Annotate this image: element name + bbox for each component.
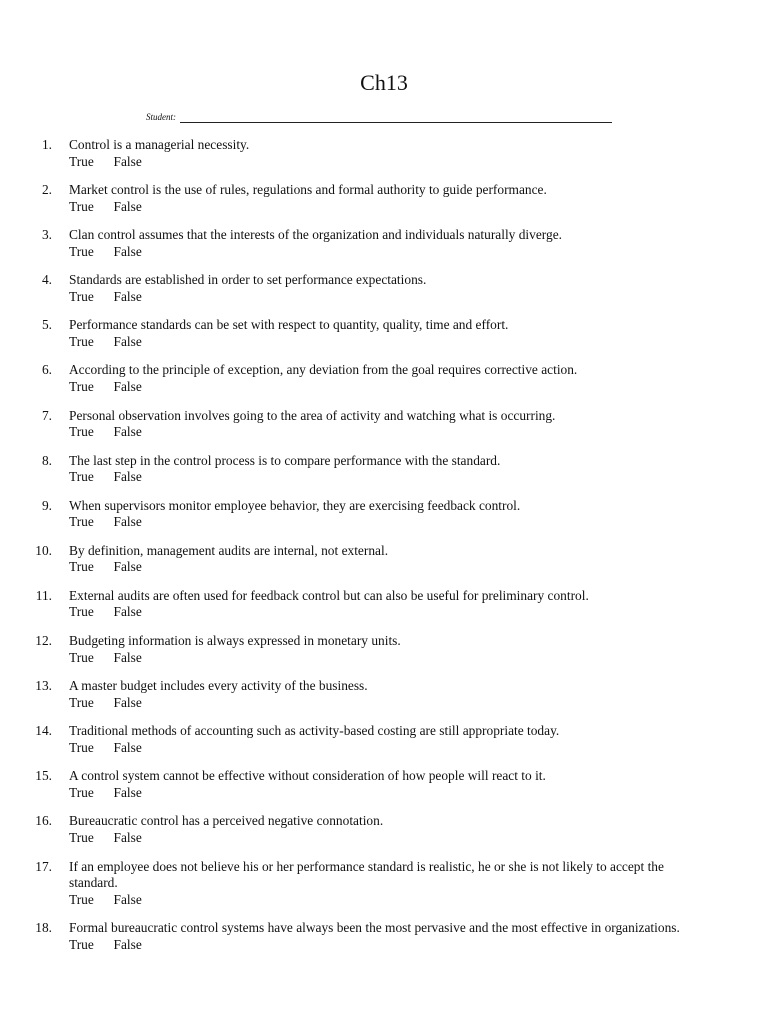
- option-true[interactable]: True: [69, 153, 94, 169]
- student-label: Student:: [146, 112, 176, 122]
- option-false[interactable]: False: [113, 604, 142, 620]
- option-true[interactable]: True: [69, 891, 94, 907]
- question-item: [0, 768, 768, 801]
- question-number: 1.: [41, 137, 52, 152]
- option-false[interactable]: False: [113, 936, 142, 952]
- option-true[interactable]: True: [69, 694, 94, 710]
- option-true[interactable]: True: [69, 559, 94, 575]
- question-number: 13.: [35, 678, 52, 694]
- option-false[interactable]: False: [113, 153, 142, 169]
- option-false[interactable]: False: [113, 243, 142, 259]
- option-true[interactable]: True: [69, 649, 94, 665]
- option-false[interactable]: False: [113, 559, 142, 575]
- option-true[interactable]: True: [69, 424, 94, 440]
- question-item: [0, 227, 768, 260]
- question-text: External audits are often used for feedback control but can also be useful for preliminary control.: [69, 587, 589, 603]
- option-false[interactable]: False: [113, 378, 142, 394]
- question-item: [0, 317, 768, 350]
- student-field: [146, 111, 612, 123]
- question-text: Bureaucratic control has a perceived negative connotation.: [69, 813, 384, 829]
- option-true[interactable]: True: [69, 288, 94, 304]
- question-item: [0, 633, 768, 666]
- answer-options: [69, 785, 709, 802]
- question-number: 15.: [35, 768, 52, 784]
- option-false[interactable]: False: [113, 424, 142, 440]
- question-text: Standards are established in order to set performance expectations.: [69, 272, 427, 288]
- option-false[interactable]: False: [113, 694, 142, 710]
- question-number: 17.: [35, 858, 52, 874]
- question-text: Performance standards can be set with respect to quantity, quality, time and effort.: [69, 317, 509, 333]
- answer-options: [69, 289, 709, 306]
- option-true[interactable]: True: [69, 936, 94, 952]
- option-true[interactable]: True: [69, 243, 94, 259]
- option-true[interactable]: True: [69, 469, 94, 485]
- answer-options: [69, 830, 709, 847]
- question-number: 6.: [41, 362, 52, 378]
- student-name-line[interactable]: [180, 113, 612, 123]
- question-number: 4.: [41, 272, 52, 288]
- option-true[interactable]: True: [69, 829, 94, 845]
- option-true[interactable]: True: [69, 378, 94, 394]
- question-text: The last step in the control process is to compare performance with the standard.: [69, 452, 501, 468]
- question-item: [0, 408, 768, 441]
- question-number: 11.: [35, 587, 52, 603]
- question-number: 9.: [41, 497, 52, 513]
- answer-options: [69, 892, 709, 909]
- question-text: Budgeting information is always expressed in monetary units.: [69, 633, 401, 649]
- question-item: [0, 920, 768, 953]
- answer-options: [69, 244, 709, 261]
- answer-options: [69, 154, 709, 171]
- option-true[interactable]: True: [69, 333, 94, 349]
- question-item: [0, 543, 768, 576]
- answer-options: [69, 379, 709, 396]
- question-item: [0, 588, 768, 621]
- answer-options: [69, 334, 709, 351]
- option-false[interactable]: False: [113, 469, 142, 485]
- question-text: Control is a managerial necessity.: [69, 137, 250, 152]
- question-number: 10.: [35, 542, 52, 558]
- question-number: 14.: [35, 723, 52, 739]
- question-number: 5.: [41, 317, 52, 333]
- question-number: 12.: [35, 633, 52, 649]
- question-text: When supervisors monitor employee behavior, they are exercising feedback control.: [69, 497, 521, 513]
- answer-options: [69, 937, 709, 954]
- option-false[interactable]: False: [113, 514, 142, 530]
- option-false[interactable]: False: [113, 829, 142, 845]
- question-text: A master budget includes every activity of the business.: [69, 678, 368, 694]
- question-item: [0, 813, 768, 846]
- question-item: [0, 182, 768, 215]
- answer-options: [69, 604, 709, 621]
- question-text: Formal bureaucratic control systems have always been the most pervasive and the most effective in organizations.: [69, 920, 680, 936]
- option-true[interactable]: True: [69, 739, 94, 755]
- question-number: 7.: [41, 407, 52, 423]
- option-false[interactable]: False: [113, 649, 142, 665]
- question-item: [0, 723, 768, 756]
- question-item: [0, 453, 768, 486]
- question-text: If an employee does not believe his or her performance standard is realistic, he or she is not likely to accept the standard.: [69, 858, 664, 890]
- option-false[interactable]: False: [113, 198, 142, 214]
- option-false[interactable]: False: [113, 288, 142, 304]
- question-text: According to the principle of exception, any deviation from the goal requires corrective action.: [69, 362, 578, 378]
- question-item: [0, 678, 768, 711]
- option-false[interactable]: False: [113, 784, 142, 800]
- question-item: [0, 362, 768, 395]
- question-number: 3.: [41, 227, 52, 243]
- option-true[interactable]: True: [69, 198, 94, 214]
- answer-options: [69, 695, 709, 712]
- answer-options: [69, 650, 709, 667]
- question-item: [0, 498, 768, 531]
- question-item: [0, 859, 768, 909]
- option-false[interactable]: False: [113, 739, 142, 755]
- question-list: [0, 137, 768, 965]
- question-text: Clan control assumes that the interests of the organization and individuals naturally diverge.: [69, 227, 562, 243]
- answer-options: [69, 514, 709, 531]
- answer-options: [69, 199, 709, 216]
- option-false[interactable]: False: [113, 333, 142, 349]
- option-true[interactable]: True: [69, 784, 94, 800]
- question-number: 8.: [41, 452, 52, 468]
- option-true[interactable]: True: [69, 514, 94, 530]
- question-text: By definition, management audits are internal, not external.: [69, 542, 389, 558]
- question-number: 18.: [35, 920, 52, 936]
- question-number: 16.: [35, 813, 52, 829]
- question-text: A control system cannot be effective without consideration of how people will react to it.: [69, 768, 546, 784]
- question-text: Personal observation involves going to the area of activity and watching what is occurring.: [69, 407, 556, 423]
- question-item: [0, 272, 768, 305]
- answer-options: [69, 469, 709, 486]
- question-text: Market control is the use of rules, regulations and formal authority to guide performance.: [69, 182, 547, 198]
- option-true[interactable]: True: [69, 604, 94, 620]
- answer-options: [69, 740, 709, 757]
- question-number: 2.: [41, 182, 52, 198]
- question-item: [0, 137, 768, 170]
- page-title: Ch13: [360, 70, 408, 95]
- answer-options: [69, 559, 709, 576]
- question-text: Traditional methods of accounting such as activity-based costing are still appropriate today.: [69, 723, 560, 739]
- answer-options: [69, 424, 709, 441]
- option-false[interactable]: False: [113, 891, 142, 907]
